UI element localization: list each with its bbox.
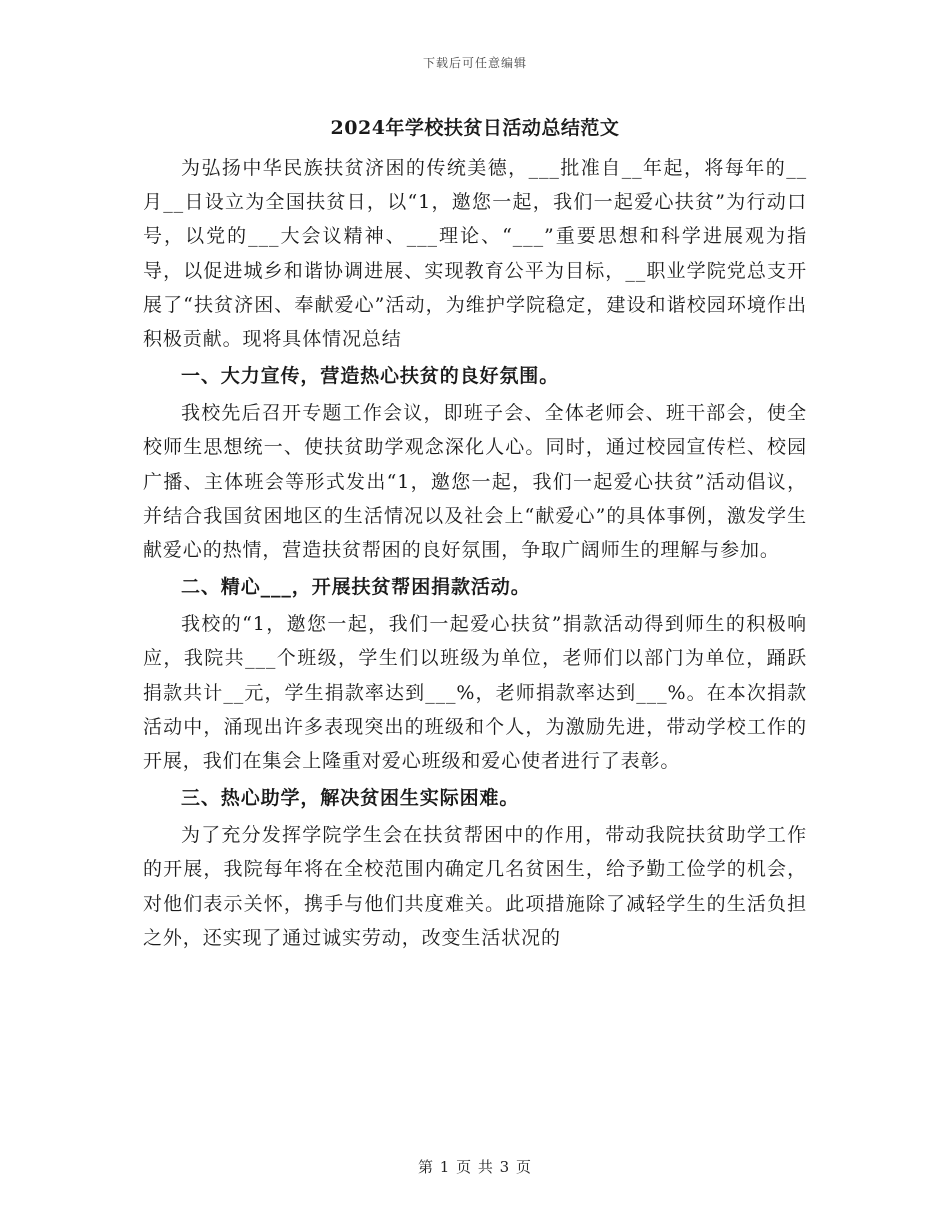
page-number-footer: 第 1 页 共 3 页 [418, 1158, 532, 1176]
header-note: 下载后可任意编辑 [422, 56, 527, 70]
section-heading-1: 一、大力宣传，营造热心扶贫的良好氛围。 [181, 365, 560, 388]
document-title: 2024年学校扶贫日活动总结范文 [330, 117, 620, 139]
section-heading-2: 二、精心___，开展扶贫帮困捐款活动。 [181, 576, 531, 599]
section-heading-3: 三、热心助学，解决贫困生实际困难。 [181, 787, 520, 810]
paragraph-intro: 为弘扬中华民族扶贫济困的传统美德，___批准自__年起，将每年的__月__日设立为全国扶贫日，以“1，邀您一起，我们一起爱心扶贫”为行动口号，以党的___大会议精神、___理论、“___”重要思想和科学进展观为指导，以促进城乡和谐协调进展、实现教育公平为目标，__职业学院党总支开展了“扶贫济困、奉献爱心”活动，为维护学院稳定，建设和谐校园环境作出积极贡献。现将具体情况总结 [143, 157, 807, 351]
paragraph-section-3: 为了充分发挥学院学生会在扶贫帮困中的作用，带动我院扶贫助学工作的开展，我院每年将在全校范围内确定几名贫困生，给予勤工俭学的机会，对他们表示关怀，携手与他们共度难关。此项措施除了减轻学生的生活负担之外，还实现了通过诚实劳动，改变生活状况的 [143, 824, 807, 949]
paragraph-section-2: 我校的“1，邀您一起，我们一起爱心扶贫”捐款活动得到师生的积极响应，我院共___个班级，学生们以班级为单位，老师们以部门为单位，踊跃捐款共计__元，学生捐款率达到___%，老师捐款率达到___%。在本次捐款活动中，涌现出许多表现突出的班级和个人，为激励先进，带动学校工作的开展，我们在集会上隆重对爱心班级和爱心使者进行了表彰。 [143, 613, 807, 773]
paragraph-section-1: 我校先后召开专题工作会议，即班子会、全体老师会、班干部会，使全校师生思想统一、使扶贫助学观念深化人心。同时，通过校园宣传栏、校园广播、主体班会等形式发出“1，邀您一起，我们一起爱心扶贫”活动倡议，并结合我国贫困地区的生活情况以及社会上“献爱心”的具体事例，激发学生献爱心的热情，营造扶贫帮困的良好氛围，争取广阔师生的理解与参加。 [143, 402, 807, 562]
document-body [143, 113, 807, 955]
